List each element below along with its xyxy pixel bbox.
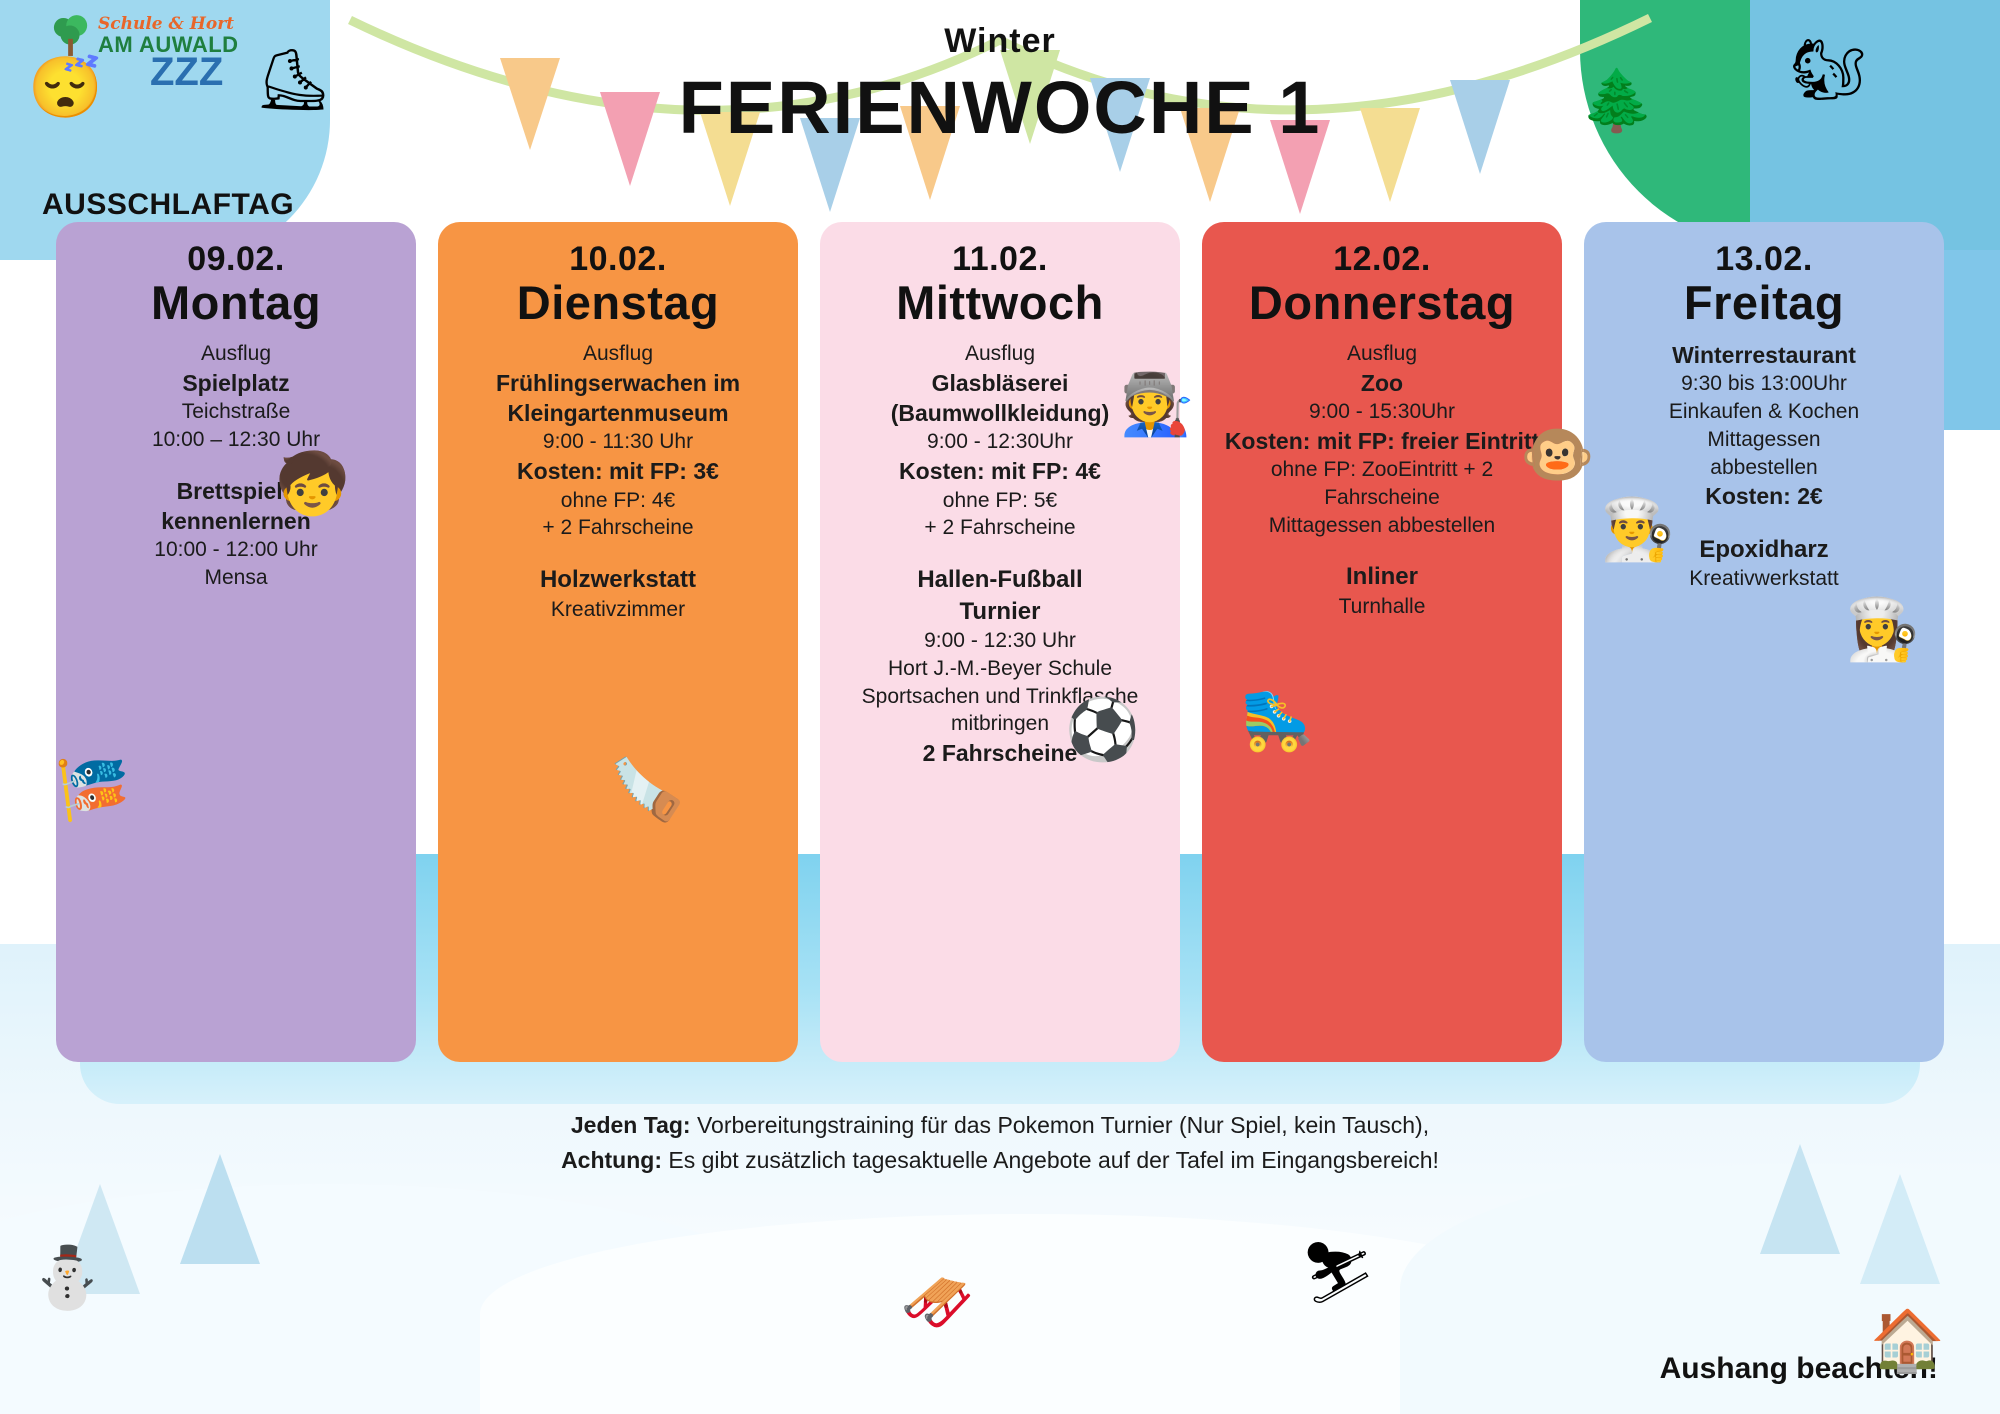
day-line: Kleingartenmuseum: [507, 400, 729, 427]
day-date: 10.02.: [569, 240, 667, 278]
day-line: Einkaufen & Kochen: [1668, 400, 1860, 424]
day-line: ohne FP: ZooEintritt + 2: [1270, 458, 1494, 482]
day-line: Ausflug: [1346, 342, 1418, 365]
day-name: Mittwoch: [896, 276, 1104, 329]
sleeping-child-icon: 😴: [28, 54, 103, 121]
day-line: 2 Fahrscheine: [922, 740, 1078, 767]
day-line: Mittagessen: [1707, 427, 1821, 451]
saw-wood-icon: 🪚: [610, 756, 685, 823]
day-block: [1598, 340, 1930, 512]
footer-line-1: [0, 1108, 2000, 1143]
day-column-friday: [1584, 222, 1944, 1062]
day-line: Spielplatz: [182, 369, 290, 396]
day-line: 9:00 - 11:30 Uhr: [542, 430, 694, 454]
day-line: Holzwerkstatt: [539, 565, 697, 593]
footer-line-2-label: Achtung:: [561, 1146, 662, 1173]
day-line: Kreativwerkstatt: [1689, 567, 1839, 591]
day-line: abbestellen: [1710, 455, 1818, 479]
zzz-label: ZZZ: [150, 50, 224, 94]
day-name: Montag: [150, 276, 322, 329]
day-name: Donnerstag: [1248, 276, 1516, 329]
day-line: 10:00 - 12:00 Uhr: [154, 538, 318, 562]
day-column-thursday: [1202, 222, 1562, 1062]
day-block: [1216, 561, 1548, 620]
logo-line-1: Schule & Hort: [98, 13, 235, 34]
day-line: 9:00 - 12:30Uhr: [927, 430, 1073, 454]
title-pre: Winter: [944, 22, 1056, 60]
day-block: [70, 340, 402, 454]
day-line: Mensa: [204, 565, 268, 589]
day-date: 13.02.: [1715, 240, 1813, 278]
day-line: ohne FP: 5€: [942, 488, 1058, 512]
day-line: Kosten: mit FP: 3€: [517, 458, 719, 485]
day-column-wednesday: [820, 222, 1180, 1062]
page-title: [0, 22, 2000, 150]
day-line: Kosten: 2€: [1705, 483, 1823, 510]
chef-icon: 👨‍🍳: [1600, 496, 1675, 563]
aushang-notice: Aushang beachten!: [1659, 1352, 1938, 1385]
day-block: [1598, 534, 1930, 593]
day-column-tuesday: [438, 222, 798, 1062]
day-line: Frühlingserwachen im: [495, 369, 741, 396]
footer-notes: [0, 1108, 2000, 1177]
day-line: Ausflug: [582, 342, 654, 365]
day-line: Ausflug: [964, 342, 1036, 365]
logo-line-2: AM AUWALD: [98, 32, 239, 58]
day-line: + 2 Fahrscheine: [924, 516, 1076, 540]
pine-tree-icon: [60, 1184, 140, 1294]
day-line: Hallen-Fußball: [917, 565, 1083, 593]
day-line: Brettspiele: [176, 477, 296, 504]
day-line: Teichstraße: [181, 400, 291, 424]
bunting-flags-icon: 🎏: [55, 756, 130, 823]
day-line: Kreativzimmer: [550, 597, 686, 621]
day-line: Zoo: [1360, 369, 1404, 396]
day-line: Inliner: [1345, 563, 1418, 591]
day-line: Kosten: mit FP: freier Eintritt: [1224, 427, 1540, 454]
footer-line-2: [0, 1143, 2000, 1178]
day-line: Ausflug: [200, 342, 272, 365]
day-line: 9:30 bis 13:00Uhr: [1681, 372, 1847, 396]
week-columns: [0, 222, 2000, 1062]
day-date: 09.02.: [187, 240, 285, 278]
day-column-monday: [56, 222, 416, 1062]
day-line: Kosten: mit FP: 4€: [899, 458, 1101, 485]
soccer-player-icon: ⚽: [1065, 696, 1140, 763]
day-line: kennenlernen: [161, 507, 311, 534]
sledding-icon: 🛷: [900, 1269, 975, 1336]
day-line: Sportsachen und Trinkflasche: [861, 684, 1139, 708]
pine-tree-icon: 🌲: [1580, 67, 1655, 134]
children-playing-icon: 🧒: [275, 450, 350, 517]
cooking-icon: 👩‍🍳: [1845, 596, 1920, 663]
day-line: mitbringen: [950, 712, 1050, 736]
day-date: 12.02.: [1333, 240, 1431, 278]
day-line: Hort J.-M.-Beyer Schule: [887, 657, 1113, 681]
cabin-icon: 🏠: [1870, 1307, 1945, 1374]
day-line: Winterrestaurant: [1672, 342, 1856, 368]
day-block: [834, 564, 1166, 769]
inline-skates-icon: 🛼: [1240, 686, 1315, 753]
day-line: 9:00 - 15:30Uhr: [1309, 400, 1455, 424]
day-line: (Baumwollkleidung): [890, 400, 1110, 427]
skier-icon: ⛷: [1300, 1239, 1377, 1306]
day-block: [1216, 340, 1548, 539]
day-line: Glasbläserei: [931, 369, 1069, 396]
day-block: [834, 340, 1166, 542]
day-name: Dienstag: [516, 276, 720, 329]
day-block: [70, 476, 402, 592]
ausschlaftag-badge: AUSSCHLAFTAG: [42, 188, 295, 221]
ice-skater-icon: ⛸: [255, 46, 332, 113]
day-line: Epoxidharz: [1699, 535, 1829, 563]
squirrel-icon: 🐿: [1790, 36, 1867, 103]
day-line: 10:00 – 12:30 Uhr: [151, 427, 321, 451]
day-block: [452, 340, 784, 542]
day-line: Turnhalle: [1338, 594, 1426, 618]
footer-line-1-label: Jeden Tag:: [570, 1112, 691, 1138]
day-name: Freitag: [1683, 276, 1845, 329]
day-line: Fahrscheine: [1324, 485, 1440, 509]
title-main: FERIENWOCHE 1: [678, 66, 1322, 149]
glassblower-icon: 🧑‍🏭: [1120, 371, 1195, 438]
day-block: [452, 564, 784, 623]
monkey-icon: 🐵: [1520, 421, 1595, 488]
day-line: Mittagessen abbestellen: [1268, 513, 1496, 537]
footer-line-1-text: Vorbereitungstraining für das Pokemon Turnier (Nur Spiel, kein Tausch),: [696, 1112, 1430, 1138]
day-line: + 2 Fahrscheine: [542, 516, 694, 540]
day-line: Turnier: [959, 597, 1041, 625]
pine-tree-icon: [1860, 1174, 1940, 1284]
snowman-icon: ⛄: [30, 1244, 105, 1311]
day-line: 9:00 - 12:30 Uhr: [924, 629, 1076, 653]
day-date: 11.02.: [952, 240, 1048, 278]
day-line: ohne FP: 4€: [560, 488, 676, 512]
footer-line-2-text: Es gibt zusätzlich tagesaktuelle Angebote auf der Tafel im Eingangsbereich!: [668, 1146, 1439, 1173]
